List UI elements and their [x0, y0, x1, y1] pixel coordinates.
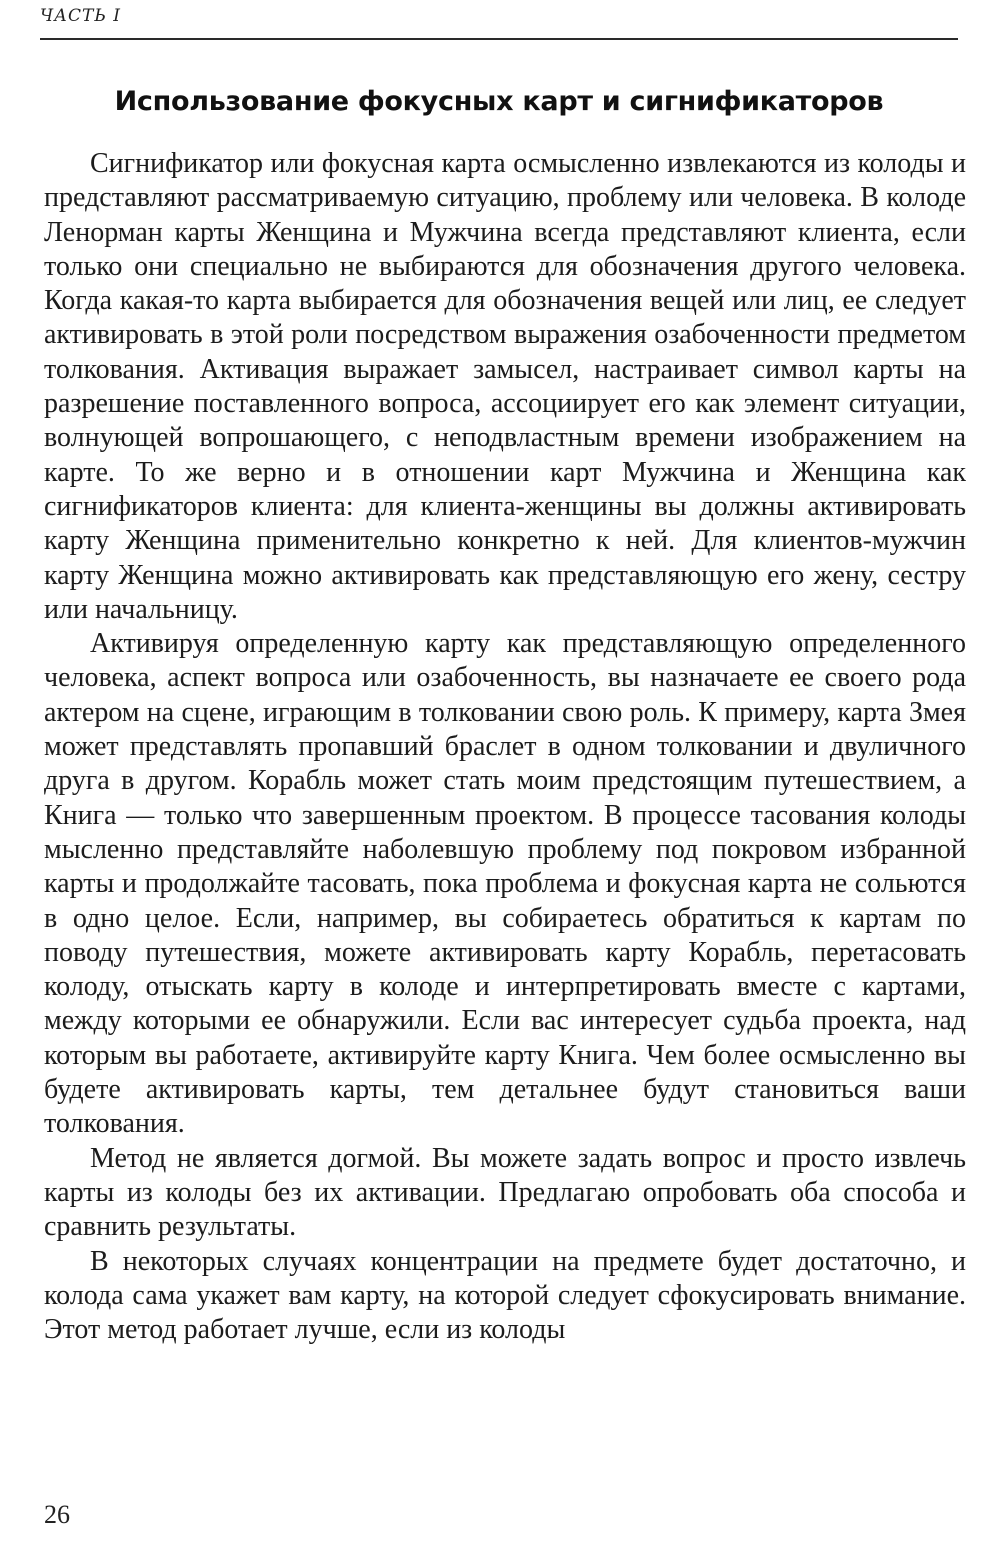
page-number: 26: [44, 1500, 70, 1529]
paragraph: Метод не является догмой. Вы можете задать вопрос и просто извлечь карты из колоды без их активации. Предлагаю опробовать оба способа и сравнить результаты.: [44, 1142, 966, 1243]
running-head: ЧАСТЬ I: [40, 6, 121, 26]
body-text: [44, 147, 966, 1347]
paragraph: В некоторых случаях концентрации на предмете будет достаточно, и колода сама укажет вам карту, на которой следует сфокусировать внимание. Этот метод работает лучше, если из колоды: [44, 1245, 966, 1346]
header-rule: [40, 38, 958, 40]
section-title: Использование фокусных карт и сигнификаторов: [114, 86, 884, 117]
paragraph: Активируя определенную карту как представляющую определенного человека, аспект вопроса или озабоченность, вы назначаете ее своего рода актером на сцене, играющим в толковании свою роль. К примеру, карта Змея может представлять пропавший браслет в одном толковании и двуличного друга в другом. Корабль может стать моим предстоящим путешествием, а Книга — только что завершенным проектом. В процессе тасования колоды мысленно представляйте наболевшую проблему под покровом избранной карты и продолжайте тасовать, пока проблема и фокусная карта не сольются в одно целое. Если, например, вы собираетесь обратиться к картам по поводу путешествия, можете активировать карту Корабль, перетасовать колоду, отыскать карту в колоде и интерпретировать вместе с картами, между которыми ее обнаружили. Если вас интересует судьба проекта, над которым вы работаете, активируйте карту Книга. Чем более осмысленно вы будете активировать карты, тем детальнее будут становиться ваши толкования.: [44, 628, 966, 1140]
paragraph: Сигнификатор или фокусная карта осмысленно извлекаются из колоды и представляют рассматриваемую ситуацию, проблему или человека. В колоде Ленорман карты Женщина и Мужчина всегда представляют клиента, если только они специально не выбираются для обозначения другого человека. Когда какая-то карта выбирается для обозначения вещей или лиц, ее следует активировать в этой роли посредством выражения озабоченности предметом толкования. Активация выражает замысел, настраивает символ карты на разрешение поставленного вопроса, ассоциирует его как элемент ситуации, волнующей вопрошающего, с неподвластным времени изображением на карте. То же верно и в отношении карт Мужчина и Женщина как сигнификаторов клиента: для клиента-женщины вы должны активировать карту Женщина применительно конкретно к ней. Для клиентов-мужчин карту Женщина можно активировать как представляющую его жену, сестру или начальницу.: [44, 148, 966, 625]
